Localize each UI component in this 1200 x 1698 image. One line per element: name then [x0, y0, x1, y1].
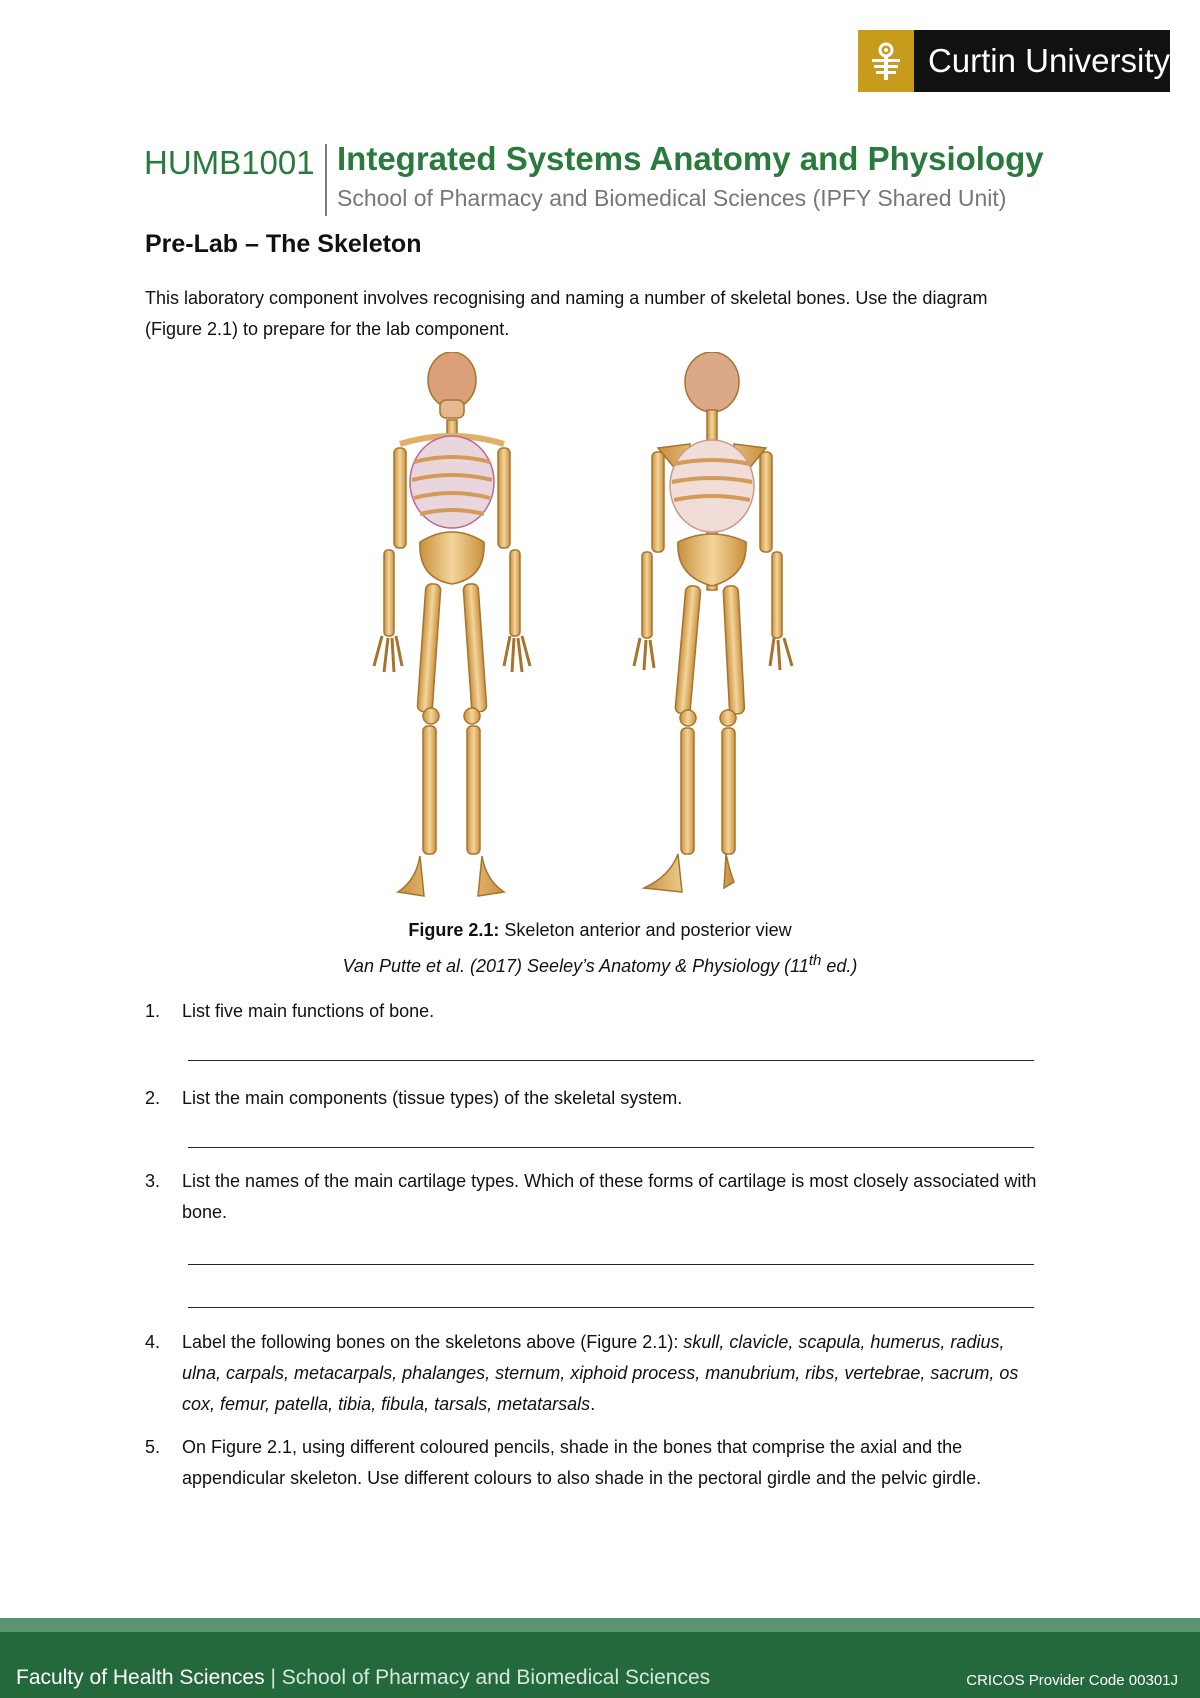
- question-text: [182, 1327, 1045, 1420]
- course-code: HUMB1001: [144, 144, 315, 181]
- citation-end: ed.): [821, 956, 858, 976]
- posterior-skeleton: [634, 352, 792, 892]
- footer: [0, 1632, 1200, 1698]
- question-number: 4.: [145, 1332, 161, 1352]
- question-number: 3.: [145, 1171, 161, 1191]
- question-text: List five main functions of bone.: [182, 1001, 435, 1021]
- header-divider: [325, 144, 327, 216]
- footer-faculty: [16, 1666, 710, 1690]
- question-5: [145, 1432, 1045, 1494]
- question-1: [145, 996, 1045, 1027]
- question-text: On Figure 2.1, using different coloured pencils, shade in the bones that comprise the axial and the appendicular skeleton. Use different colours to also shade in the pectoral girdle and the pelvic girdle.: [182, 1437, 982, 1488]
- anterior-skeleton: [374, 352, 530, 896]
- question-4: [145, 1327, 1045, 1420]
- footer-school: School of Pharmacy and Biomedical Sciences: [281, 1666, 711, 1689]
- figure-caption: [0, 920, 1200, 941]
- answer-line[interactable]: [188, 1307, 1034, 1308]
- citation-main: Van Putte et al. (2017) Seeley’s Anatomy & Physiology (11: [342, 956, 809, 976]
- curtin-logo: [858, 30, 1170, 92]
- intro-paragraph: This laboratory component involves recognising and naming a number of skeletal bones. Use the diagram (Figure 2.1) to prepare for the lab component.: [145, 288, 988, 339]
- question-2: [145, 1083, 1045, 1114]
- question-number: 2.: [145, 1088, 161, 1108]
- question-3: [145, 1166, 1045, 1228]
- footer-stripe: [0, 1618, 1200, 1632]
- citation-sup: th: [808, 952, 822, 969]
- logo-text: Curtin University: [927, 42, 1170, 79]
- page-title: Pre-Lab – The Skeleton: [145, 230, 422, 258]
- faculty-name: Faculty of Health Sciences: [16, 1666, 265, 1689]
- question-text: List the names of the main cartilage types. Which of these forms of cartilage is most closely associated with bone.: [182, 1171, 1037, 1222]
- skeleton-figure: [360, 352, 840, 904]
- cricos-code: CRICOS Provider Code 00301J: [966, 1672, 1178, 1689]
- answer-line[interactable]: [188, 1264, 1034, 1265]
- question-text: List the main components (tissue types) of the skeletal system.: [182, 1088, 683, 1108]
- question-4-lead: Label the following bones on the skeletons above (Figure 2.1):: [182, 1332, 684, 1352]
- figure-citation: [0, 952, 1200, 977]
- question-4-end: .: [590, 1394, 596, 1414]
- course-school: School of Pharmacy and Biomedical Sciences (IPFY Shared Unit): [337, 185, 1007, 211]
- answer-line[interactable]: [188, 1060, 1034, 1061]
- answer-line[interactable]: [188, 1147, 1034, 1148]
- figure-label: Figure 2.1:: [408, 920, 500, 940]
- figure-caption-text: Skeleton anterior and posterior view: [499, 920, 792, 940]
- course-title: Integrated Systems Anatomy and Physiology: [337, 140, 1044, 177]
- shield-icon: [858, 30, 914, 92]
- question-number: 5.: [145, 1437, 161, 1457]
- footer-separator: |: [270, 1666, 276, 1689]
- question-number: 1.: [145, 1001, 161, 1021]
- bone-list: skull, clavicle, scapula, humerus, radius, ulna, carpals, metacarpals, phalanges, sternum, xiphoid process, manubrium, ribs, vertebrae, sacrum, os cox, femur, patella, tibia, fibula, tarsals, metatarsals: [182, 1332, 1019, 1414]
